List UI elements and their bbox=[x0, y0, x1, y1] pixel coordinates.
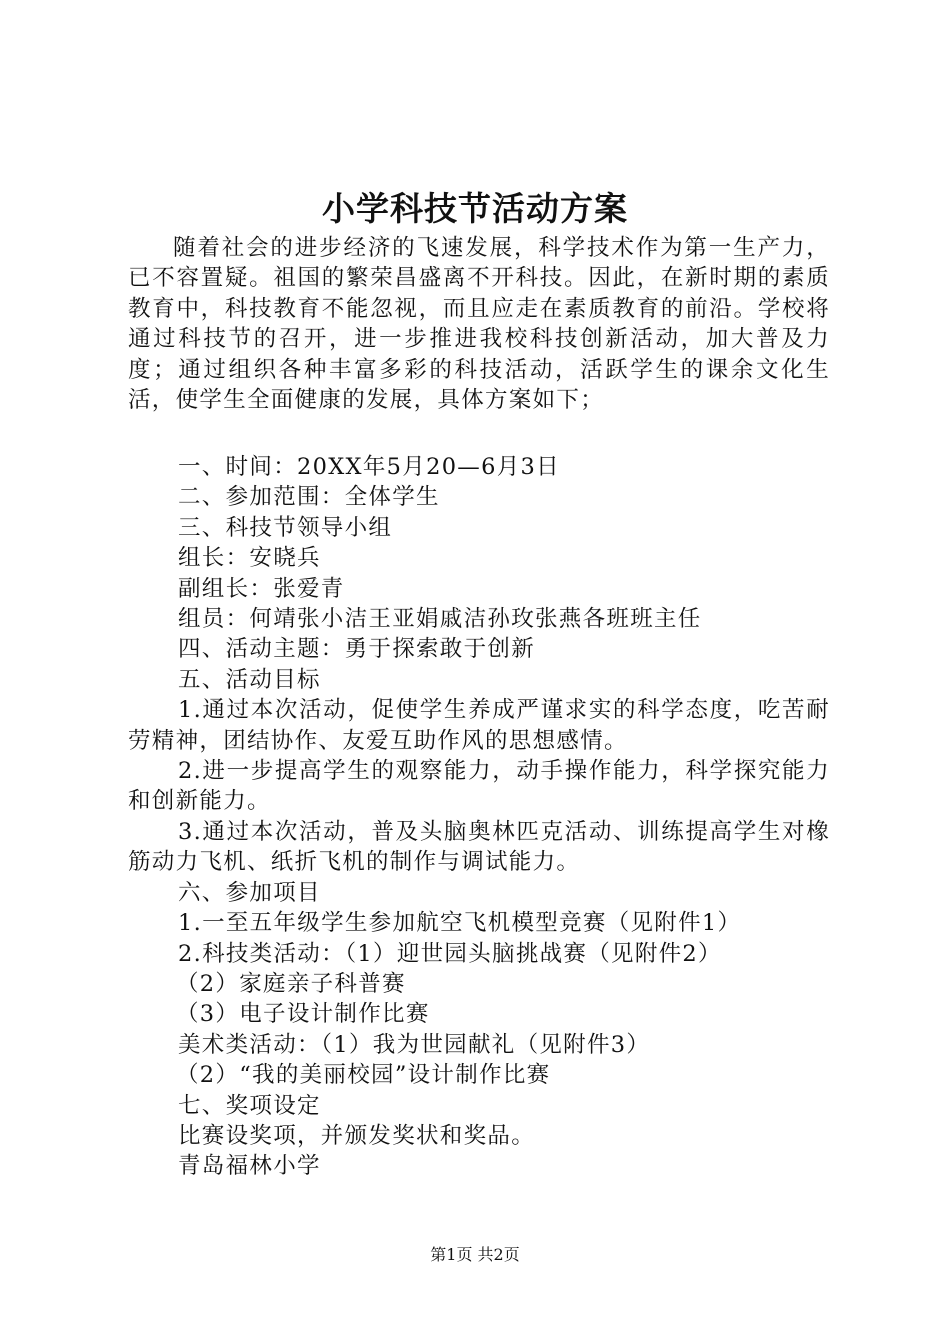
awards-line: 比赛设奖项，并颁发奖状和奖品。 bbox=[178, 1122, 536, 1149]
section-scope: 二、参加范围：全体学生 bbox=[178, 484, 440, 511]
project-item-1: 1.一至五年级学生参加航空飞机模型竞赛（见附件1） bbox=[178, 910, 742, 937]
section-projects: 六、参加项目 bbox=[178, 879, 321, 906]
section-leadership: 三、科技节领导小组 bbox=[178, 514, 393, 541]
intro-paragraph: 随着社会的进步经济的飞速发展，科学技术作为第一生产力，已不容置疑。祖国的繁荣昌盛离不开科技。因此，在新时期的素质教育中，科技教育不能忽视，而且应走在素质教育的前沿。学校将通过科技节的召开，进一步推进我校科技创新活动，加大普及力度；通过组织各种丰富多彩的科技活动，活跃学生的课余文化生活，使学生全面健康的发展，具体方案如下； bbox=[128, 235, 830, 414]
leader-line: 组长：安晓兵 bbox=[178, 545, 321, 572]
deputy-leader-line: 副组长：张爱青 bbox=[178, 575, 345, 602]
section-theme: 四、活动主题：勇于探索敢于创新 bbox=[178, 636, 536, 663]
content-lines bbox=[128, 452, 830, 1182]
project-subitem-2: （2）家庭亲子科普赛 bbox=[176, 970, 406, 997]
project-item-2: 2.科技类活动：（1）迎世园头脑挑战赛（见附件2） bbox=[178, 940, 722, 967]
goal-item-1: 1.通过本次活动，促使学生养成严谨求实的科学态度，吃苦耐劳精神，团结协作、友爱互助作风的思想感情。 bbox=[128, 697, 830, 754]
goal-item-2: 2.进一步提高学生的观察能力，动手操作能力，科学探究能力和创新能力。 bbox=[128, 758, 830, 815]
project-subitem-3: （3）电子设计制作比赛 bbox=[176, 1001, 430, 1028]
goal-item-3: 3.通过本次活动，普及头脑奥林匹克活动、训练提高学生对橡筋动力飞机、纸折飞机的制作与调试能力。 bbox=[128, 818, 830, 876]
section-time: 一、时间：20XX年5月20—6月3日 bbox=[178, 454, 560, 480]
school-name: 青岛福林小学 bbox=[178, 1153, 321, 1180]
page-footer: 第1页 共2页 bbox=[430, 1245, 520, 1264]
art-activities-line: 美术类活动：（1）我为世园献礼（见附件3） bbox=[178, 1031, 651, 1058]
art-subitem-2: （2）“我的美丽校园”设计制作比赛 bbox=[176, 1062, 551, 1089]
section-awards: 七、奖项设定 bbox=[178, 1092, 321, 1119]
members-line: 组员：何靖张小洁王亚娟戚洁孙玫张燕各班班主任 bbox=[178, 606, 702, 633]
document-title: 小学科技节活动方案 bbox=[322, 189, 628, 228]
section-goals: 五、活动目标 bbox=[178, 666, 321, 693]
